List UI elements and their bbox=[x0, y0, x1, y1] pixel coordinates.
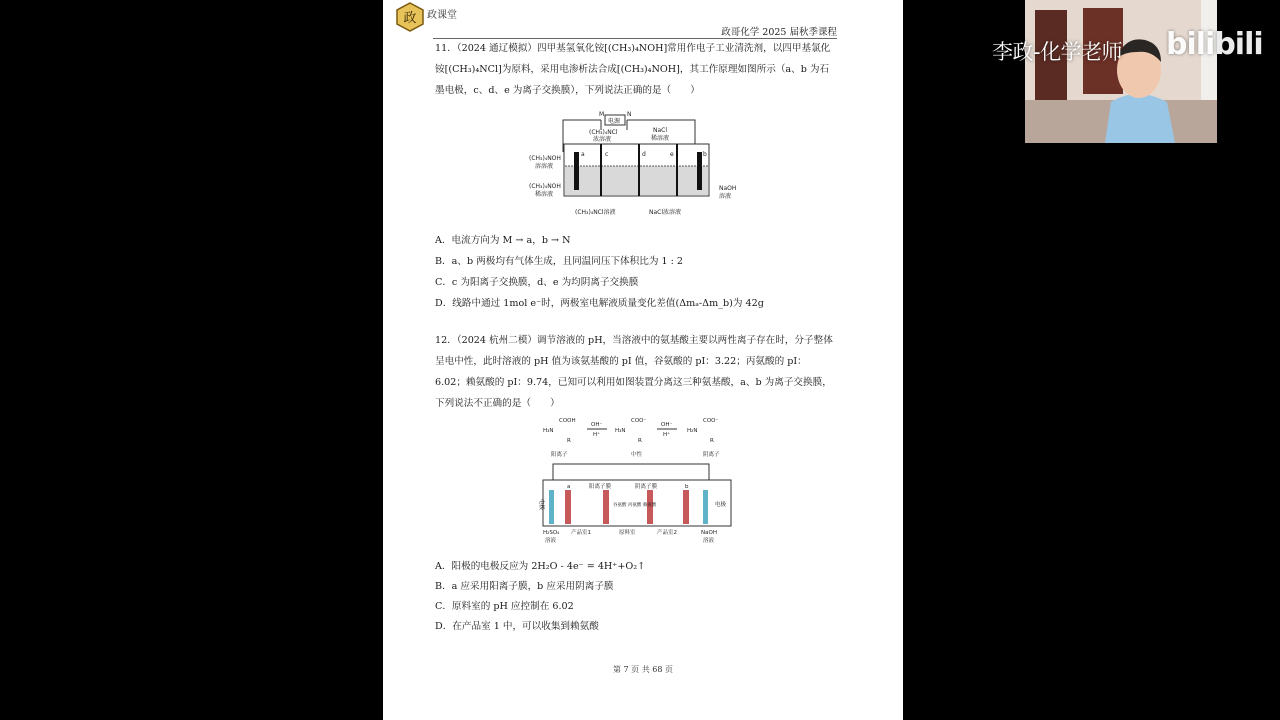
svg-text:NaOH: NaOH bbox=[701, 530, 717, 536]
left-top-label: (CH₃)₄NOH bbox=[529, 155, 561, 162]
webcam-feed bbox=[1025, 0, 1217, 143]
neutral-label: 中性 bbox=[631, 452, 643, 458]
presenter-image bbox=[1025, 0, 1217, 143]
svg-text:R: R bbox=[567, 438, 571, 444]
top-left-sub: 浓溶液 bbox=[593, 136, 612, 143]
svg-text:阳离子膜: 阳离子膜 bbox=[589, 484, 612, 490]
svg-text:产品室2: 产品室2 bbox=[657, 530, 677, 536]
svg-text:COOH: COOH bbox=[559, 418, 576, 424]
svg-text:R: R bbox=[638, 438, 642, 444]
question-12-figure bbox=[538, 414, 743, 554]
top-right-sub: 稀溶液 bbox=[651, 135, 670, 142]
question-11-text: 11．（2024 通辽模拟）四甲基氢氧化铵[(CH₃)₄NOH]常用作电子工业清洗剂，以四甲基氯化铵[(CH₃)₄NCl]为原料，采用电渗析法合成[(CH₃)₄NOH]，其工作原理如图所示（a、b 为石墨电极，c、d、e 为离子交换膜），下列说法正确的是（ ） bbox=[435, 43, 831, 96]
top-right-label: NaCl bbox=[653, 127, 668, 134]
logo-text: 政课堂 bbox=[427, 10, 457, 21]
q12-option-c: C．原料室的 pH 应控制在 6.02 bbox=[435, 601, 574, 612]
svg-text:溶液: 溶液 bbox=[703, 538, 715, 544]
q12-option-d: D．在产品室 1 中，可以收集到赖氨酸 bbox=[435, 621, 599, 632]
svg-text:H₂N: H₂N bbox=[687, 428, 698, 434]
label-b: b bbox=[703, 151, 707, 158]
electrode-b bbox=[697, 152, 702, 190]
svg-text:H₂SO₄: H₂SO₄ bbox=[543, 530, 560, 536]
svg-text:产品室1: 产品室1 bbox=[571, 530, 591, 536]
bottom-right-label: NaCl浓溶液 bbox=[649, 209, 682, 216]
svg-text:电极: 电极 bbox=[538, 499, 544, 511]
n-label: N bbox=[627, 111, 632, 118]
mixture-label: 谷氨酸 丙氨酸 赖氨酸 bbox=[613, 503, 657, 508]
svg-text:H⁺: H⁺ bbox=[593, 432, 601, 438]
watermark-text: 李政-化学老师 bbox=[992, 40, 1123, 64]
q12-option-a: A．阳极的电极反应为 2H₂O - 4e⁻ = 4H⁺+O₂↑ bbox=[435, 561, 646, 572]
svg-text:溶液: 溶液 bbox=[545, 538, 557, 544]
electrode-a bbox=[574, 152, 579, 190]
membrane-a bbox=[565, 490, 571, 524]
svg-text:a: a bbox=[567, 484, 571, 490]
bottom-left-label: (CH₃)₄NCl溶液 bbox=[575, 209, 616, 216]
header-title: 政哥化学 2025 届秋季课程 bbox=[721, 27, 837, 38]
q12-option-b: B．a 应采用阳离子膜，b 应采用阴离子膜 bbox=[435, 581, 614, 592]
left-bottom-sub: 稀溶液 bbox=[535, 191, 554, 198]
label-a: a bbox=[581, 151, 585, 158]
logo-icon bbox=[395, 2, 425, 32]
svg-text:电极: 电极 bbox=[715, 502, 727, 508]
q11-option-c: C．c 为阳离子交换膜，d、e 为均阴离子交换膜 bbox=[435, 277, 639, 288]
q11-option-a: A．电流方向为 M → a，b → N bbox=[435, 235, 571, 246]
svg-text:阴离子膜: 阴离子膜 bbox=[635, 484, 658, 490]
label-e: e bbox=[670, 151, 674, 158]
bilibili-logo-icon: bilibili bbox=[1166, 27, 1263, 62]
svg-text:H⁺: H⁺ bbox=[663, 432, 671, 438]
right-bottom-label: NaOH bbox=[719, 185, 737, 192]
cation-membrane bbox=[603, 490, 609, 524]
svg-text:H₃N: H₃N bbox=[615, 428, 626, 434]
m-label: M bbox=[599, 111, 605, 118]
svg-text:R: R bbox=[710, 438, 714, 444]
svg-text:b: b bbox=[685, 484, 689, 490]
top-left-label: (CH₃)₄NCl bbox=[589, 129, 618, 136]
right-bottom-sub: 溶液 bbox=[719, 193, 732, 200]
membrane-b bbox=[683, 490, 689, 524]
svg-text:OH⁻: OH⁻ bbox=[661, 422, 673, 428]
label-c: c bbox=[605, 151, 609, 158]
svg-text:原料室: 原料室 bbox=[619, 530, 636, 536]
label-d: d bbox=[642, 151, 646, 158]
svg-text:COO⁻: COO⁻ bbox=[631, 418, 647, 424]
svg-text:OH⁻: OH⁻ bbox=[591, 422, 603, 428]
anion-label: 阴离子 bbox=[703, 452, 720, 458]
document-page bbox=[383, 0, 903, 720]
svg-text:H₃N: H₃N bbox=[543, 428, 554, 434]
svg-text:COO⁻: COO⁻ bbox=[703, 418, 719, 424]
left-bottom-label: (CH₃)₄NOH bbox=[529, 183, 561, 190]
q11-option-d: D．线路中通过 1mol e⁻时，两极室电解液质量变化差值(Δmₐ-Δm_b)为 42g bbox=[435, 298, 764, 309]
cation-label: 阳离子 bbox=[551, 452, 568, 458]
page-footer: 第 7 页 共 68 页 bbox=[613, 665, 673, 674]
left-electrode bbox=[549, 490, 554, 524]
question-12-text: 12．（2024 杭州二模）调节溶液的 pH，当溶液中的氨基酸主要以两性离子存在时，分子整体呈电中性，此时溶液的 pH 值为该氨基酸的 pI 值，谷氨酸的 pI：3.22；丙氨酸的 pI：6.02；赖氨酸的 pI：9.74，已知可以利用如图装置分离这三种氨基酸，a、b 为离子交换膜，下列说法不正确的是（ ） bbox=[435, 335, 833, 409]
q11-option-b: B．a、b 两极均有气体生成，且同温同压下体积比为 1 : 2 bbox=[435, 256, 684, 267]
power-label: 电源 bbox=[608, 118, 621, 125]
question-11-figure bbox=[529, 112, 779, 224]
left-top-sub: 溶溶液 bbox=[535, 163, 554, 170]
logo-glyph: 政 bbox=[403, 11, 417, 26]
right-electrode bbox=[703, 490, 708, 524]
